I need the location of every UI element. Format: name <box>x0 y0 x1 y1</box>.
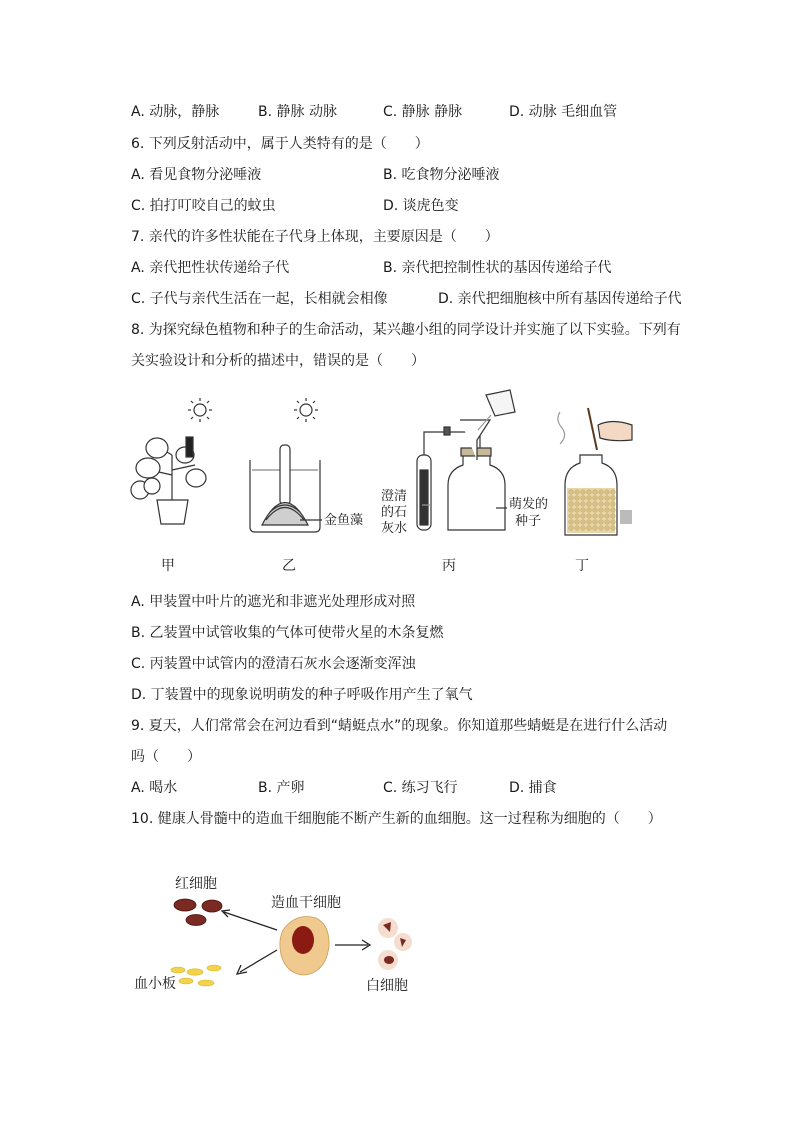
q10-stem: 10. 健康人骨髓中的造血干细胞能不断产生新的血细胞。这一过程称为细胞的（ ） <box>131 811 662 827</box>
seed-dot <box>605 496 610 501</box>
seed-dot <box>581 514 586 519</box>
seed-dot <box>611 502 616 507</box>
seed-dot <box>605 520 610 525</box>
q6-option-a: A. 看见食物分泌唾液 <box>131 167 262 183</box>
q5-option-d: D. 动脉 毛细血管 <box>509 104 618 120</box>
platelets-icon <box>171 965 221 986</box>
q6-option-d: D. 谈虎色变 <box>383 198 459 214</box>
seed-dot <box>605 526 610 531</box>
q8-stem-line2: 关实验设计和分析的描述中，错误的是（ ） <box>131 353 425 369</box>
seed-jar-icon <box>558 408 632 535</box>
seed-dot <box>587 514 592 519</box>
label-chengqing-1: 澄清 <box>381 489 408 504</box>
q8-option-b: B. 乙装置中试管收集的气体可使带火星的木条复燃 <box>131 625 444 641</box>
seed-dot <box>569 490 574 495</box>
q9-option-b: B. 产卵 <box>258 780 305 796</box>
seed-dots <box>569 490 616 531</box>
label-white-cell: 白细胞 <box>366 978 408 994</box>
seed-dot <box>575 526 580 531</box>
seed-dot <box>611 490 616 495</box>
red-blood-cells-icon <box>174 899 222 926</box>
seed-dot <box>587 490 592 495</box>
label-stem-cell: 造血干细胞 <box>271 895 341 911</box>
q7-option-d: D. 亲代把细胞核中所有基因传递给子代 <box>438 291 682 307</box>
q8-option-d: D. 丁装置中的现象说明萌发的种子呼吸作用产生了氧气 <box>131 687 473 703</box>
q6-stem: 6. 下列反射活动中，属于人类特有的是（ ） <box>131 136 429 152</box>
seed-dot <box>569 514 574 519</box>
label-bing: 丙 <box>442 558 456 574</box>
seed-dot <box>575 490 580 495</box>
q7-option-b: B. 亲代把控制性状的基因传递给子代 <box>383 260 612 276</box>
seed-dot <box>611 508 616 513</box>
q7-option-c: C. 子代与亲代生活在一起，长相就会相像 <box>131 291 388 307</box>
seed-dot <box>575 508 580 513</box>
seed-dot <box>569 526 574 531</box>
seed-dot <box>587 502 592 507</box>
seed-dot <box>593 502 598 507</box>
seed-dot <box>593 508 598 513</box>
seed-dot <box>581 526 586 531</box>
seed-dot <box>605 514 610 519</box>
potted-plant-icon <box>131 437 206 524</box>
seed-dot <box>569 508 574 513</box>
seed-dot <box>599 520 604 525</box>
seed-dot <box>593 496 598 501</box>
seed-dot <box>599 514 604 519</box>
seed-dot <box>599 490 604 495</box>
seed-dot <box>605 502 610 507</box>
seed-dot <box>605 490 610 495</box>
q8-stem-line1: 8. 为探究绿色植物和种子的生命活动，某兴趣小组的同学设计并实施了以下实验。下列有 <box>131 322 681 338</box>
q9-option-c: C. 练习飞行 <box>383 780 458 796</box>
q9-option-a: A. 喝水 <box>131 780 178 796</box>
stem-cell-icon <box>280 917 329 976</box>
sun-icon-jia <box>188 398 212 422</box>
label-chengqing-2: 的石 <box>381 505 408 520</box>
seed-dot <box>587 508 592 513</box>
label-chengqing-3: 灰水 <box>381 521 408 536</box>
seed-dot <box>599 502 604 507</box>
seed-dot <box>593 526 598 531</box>
seed-dot <box>611 496 616 501</box>
seed-dot <box>569 520 574 525</box>
seed-dot <box>575 520 580 525</box>
seed-dot <box>605 508 610 513</box>
q6-option-c: C. 拍打叮咬自己的蚊虫 <box>131 198 276 214</box>
seed-dot <box>581 496 586 501</box>
seed-dot <box>593 520 598 525</box>
beaker-waterweed-icon <box>250 445 322 532</box>
seed-dot <box>611 520 616 525</box>
q9-stem-line1: 9. 夏天，人们常常会在河边看到“蜻蜓点水”的现象。你知道那些蜻蜓是在进行什么活动 <box>131 718 668 734</box>
seed-dot <box>599 508 604 513</box>
label-jia: 甲 <box>161 558 175 574</box>
white-blood-cells-icon <box>378 918 412 970</box>
seed-dot <box>575 496 580 501</box>
q7-stem: 7. 亲代的许多性状能在子代身上体现，主要原因是（ ） <box>131 229 499 245</box>
seed-dot <box>581 508 586 513</box>
seed-dot <box>581 520 586 525</box>
label-red-cell: 红细胞 <box>175 876 217 892</box>
q8-option-c: C. 丙装置中试管内的澄清石灰水会逐渐变浑浊 <box>131 656 416 672</box>
q8-option-a: A. 甲装置中叶片的遮光和非遮光处理形成对照 <box>131 594 416 610</box>
q9-stem-line2: 吗（ ） <box>131 749 201 765</box>
seed-dot <box>611 514 616 519</box>
seed-dot <box>569 502 574 507</box>
seed-dot <box>593 490 598 495</box>
label-ding: 丁 <box>575 558 589 574</box>
seed-dot <box>581 502 586 507</box>
seed-dot <box>587 496 592 501</box>
seed-dot <box>575 502 580 507</box>
q6-option-b: B. 吃食物分泌唾液 <box>383 167 500 183</box>
label-mengfa-2: 种子 <box>515 514 542 529</box>
label-jinyuzao: 金鱼藻 <box>324 513 364 528</box>
limewater-apparatus-icon <box>417 390 515 530</box>
label-yi: 乙 <box>282 558 296 574</box>
q9-option-d: D. 捕食 <box>509 780 557 796</box>
q5-option-b: B. 静脉 动脉 <box>258 104 337 120</box>
label-mengfa-1: 萌发的 <box>509 497 549 512</box>
seed-dot <box>587 526 592 531</box>
q5-option-a: A. 动脉，静脉 <box>131 104 220 120</box>
seed-dot <box>599 496 604 501</box>
q7-option-a: A. 亲代把性状传递给子代 <box>131 260 290 276</box>
seed-dot <box>575 514 580 519</box>
q5-option-c: C. 静脉 静脉 <box>383 104 463 120</box>
seed-dot <box>611 526 616 531</box>
seed-dot <box>599 526 604 531</box>
seed-dot <box>569 496 574 501</box>
seed-dot <box>587 520 592 525</box>
arrow-icon <box>222 910 370 974</box>
seed-dot <box>581 490 586 495</box>
label-platelet: 血小板 <box>134 976 176 992</box>
seed-dot <box>593 514 598 519</box>
sun-icon-yi <box>294 398 318 422</box>
